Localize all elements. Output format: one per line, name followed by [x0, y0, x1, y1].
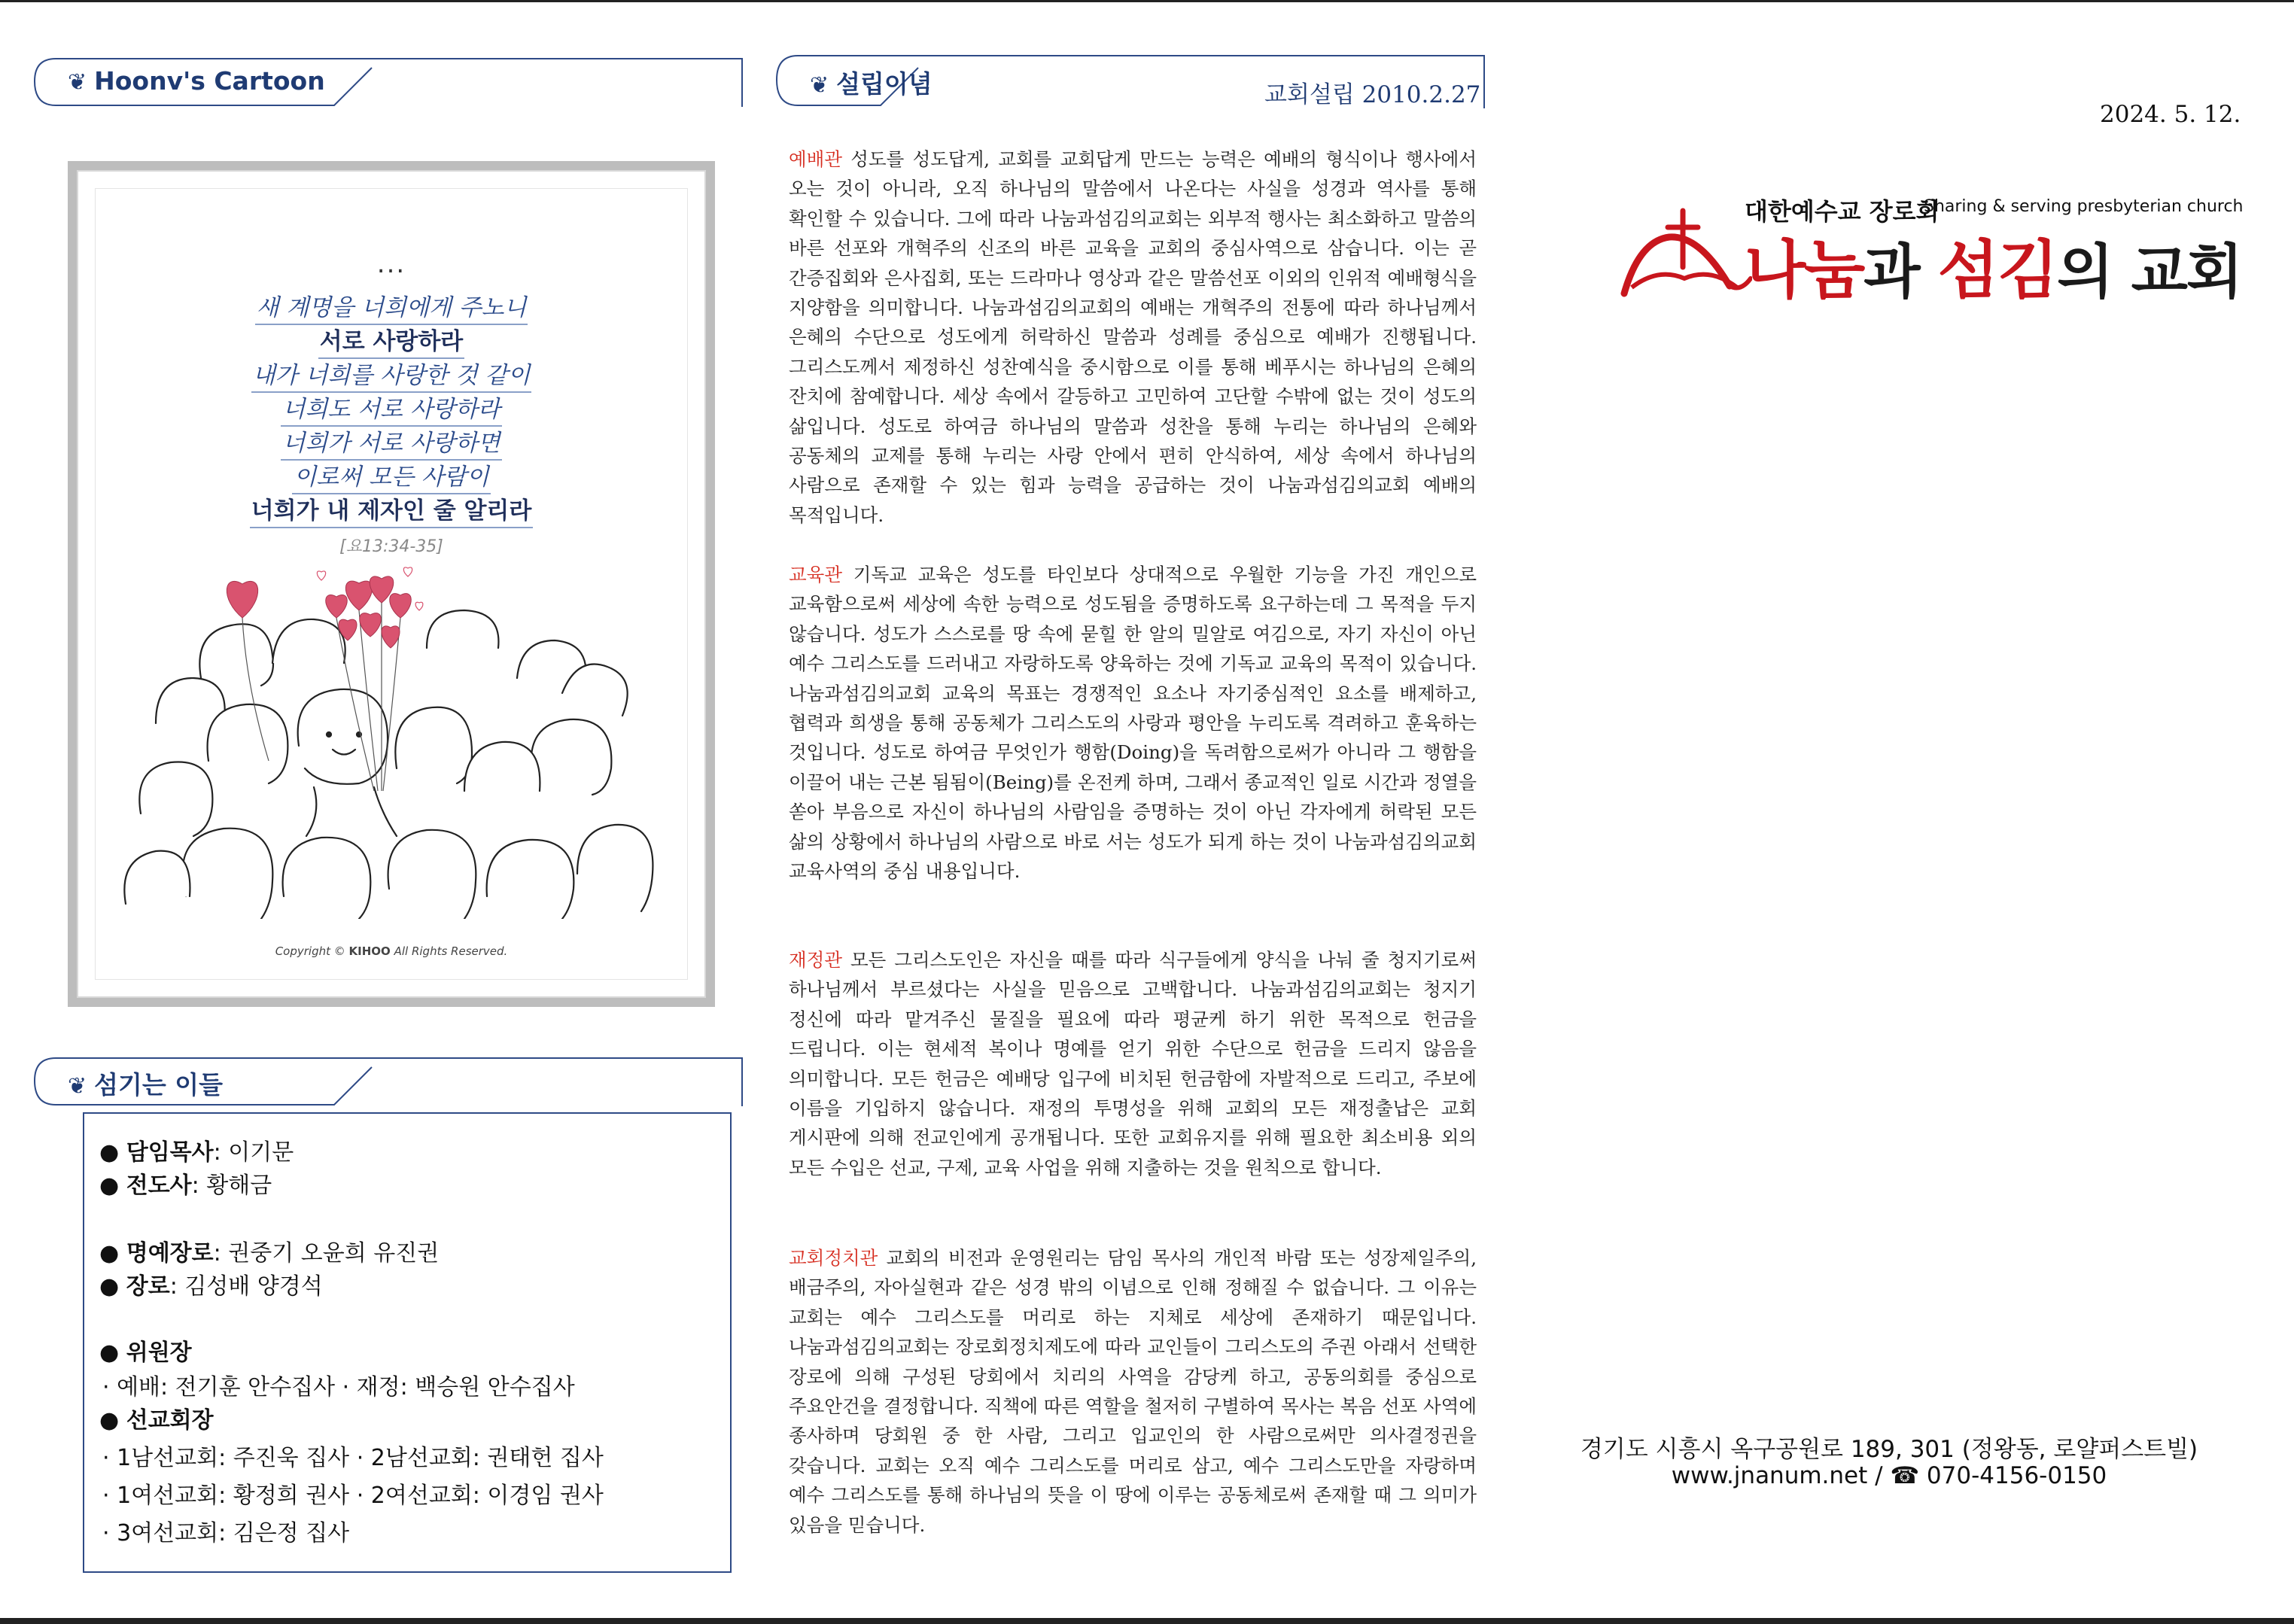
mission-heading: ● 선교회장	[99, 1407, 214, 1434]
governance-paragraph: 교회정치관 교회의 비전과 운영원리는 담임 목사의 개인적 바람 또는 성장제일주의, 배금주의, 자아실현과 같은 성경 밖의 이념으로 인해 정해질 수 없습니다. 그 이유는 교회는 예수 그리스도를 머리로 하는 지체로 세상에 존재하기 때문입니다. 나눔과섬김의교회는 장로회정치제도에 따라 교인들이 그리스도의 주권 아래서 선택한 장로에 의해 구성된 당회에서 치리의 사역을 감당케 하고, 공동의회를 중심으로 주요안건을 결정합니다. 직책에 따른 역할을 철저히 구별하여 목사는 복음 선포 사역에 종사하며 당회원 중 한 사람, 그리고 입교인의 한 사람으로써만 의사결정권을 갖습니다. 교회는 오직 예수 그리스도를 머리로 삼고, 예수 그리스도만을 자랑하며 예수 그리스도를 통해 하나님의 뜻을 이 땅에 이루는 공동체로써 존재할 때 그 의미가 있음을 믿습니다.	[789, 1247, 1477, 1536]
bible-cross-icon	[1617, 196, 1752, 301]
top-border	[0, 0, 2294, 2]
church-logo	[1617, 188, 2244, 309]
verse-line-4: 너희도 서로 사랑하라	[96, 390, 687, 424]
verse-line-7: 너희가 내 제자인 줄 알리라	[96, 491, 687, 525]
servants-section-header	[33, 1057, 748, 1108]
english-tagline: Sharing & serving presbyterian church	[1924, 197, 2244, 216]
verse-reference: [요13:34-35]	[339, 537, 443, 556]
church-address: 경기도 시흥시 옥구공원로 189, 301 (정왕동, 로얄퍼스트빌)	[1580, 1436, 2198, 1463]
founding-date: 교회설립 2010.2.27	[1264, 81, 1481, 108]
education-paragraph: 교육관 기독교 교육은 성도를 타인보다 상대적으로 우월한 기능을 가진 개인으로 교육함으로써 세상에 속한 능력으로 성도됨을 증명하도록 요구하는데 그 목적을 두지 않습니다. 성도가 스스로를 땅 속에 묻힐 한 알의 밀알로 여김으로, 자기 자신이 아닌 예수 그리스도를 드러내고 자랑하도록 양육하는 것에 기독교 교육의 목적이 있습니다. 나눔과섬김의교회 교육의 목표는 경쟁적인 요소나 자기중심적인 요소를 배제하고, 협력과 희생을 통해 공동체가 그리스도의 사랑과 평안을 누리도록 격려하고 훈육하는 것입니다. 성도로 하여금 무엇인가 행함(Doing)을 독려함으로써가 아니라 그 행함을 이끌어 내는 근본 됨됨이(Being)를 온전케 하며, 그래서 종교적인 일로 시간과 정열을 쏟아 부음으로 자신이 하나님의 사람임을 증명하는 것이 아닌 각자에게 허락된 모든 삶의 상황에서 하나님의 사람으로 바로 서는 성도가 되게 하는 것이 나눔과섬김의교회 교육사역의 중심 내용입니다.	[789, 564, 1477, 883]
mission-row-2: · 1여선교회: 황정희 권사 · 2여선교회: 이경임 권사	[102, 1483, 604, 1509]
cartoon-copyright: Copyright © KIHOO All Rights Reserved.	[275, 944, 508, 958]
issue-date: 2024. 5. 12.	[2100, 101, 2241, 128]
mission-row-3: · 3여선교회: 김은정 집사	[102, 1520, 350, 1546]
servants-box	[83, 1112, 732, 1573]
finance-paragraph: 재정관 모든 그리스도인은 자신을 때를 따라 식구들에게 양식을 나눠 줄 청지기로써 하나님께서 부르셨다는 사실을 믿음으로 고백합니다. 나눔과섬김의교회는 청지기 정신에 따라 맡겨주신 물질을 필요에 따라 평균케 하기 위한 목적으로 헌금을 드립니다. 이는 현세적 복이나 명예를 얻기 위한 수단으로 헌금을 드리지 않음을 의미합니다. 모든 헌금은 예배당 입구에 비치된 헌금함에 자발적으로 드리고, 주보에 이름을 기입하지 않습니다. 재정의 투명성을 위해 교회의 모든 재정출납은 교회 게시판에 의해 전교인에게 공개됩니다. 또한 교회유지를 위해 필요한 최소비용 외의 모든 수입은 선교, 구제, 교육 사업을 위해 지출하는 것을 원칙으로 합니다.	[789, 949, 1477, 1178]
verse-ellipsis: ...	[376, 249, 406, 279]
denomination-label: 대한예수교 장로회	[1745, 197, 1940, 226]
cartoon-section-header	[33, 57, 748, 108]
verse-line-5: 너희가 서로 사랑하면	[96, 424, 687, 458]
education-keyword: 교육관	[789, 564, 843, 585]
senior-pastor-row: ● 담임목사: 이기문	[99, 1139, 294, 1166]
emeritus-elder-row: ● 명예장로: 권중기 오윤희 유진권	[99, 1240, 440, 1267]
church-name: 나눔과 섬김의 교회	[1745, 233, 2242, 307]
governance-keyword: 교회정치관	[789, 1247, 878, 1269]
leaf-icon: ❦	[68, 1073, 87, 1099]
finance-keyword: 재정관	[789, 949, 843, 971]
worship-keyword: 예배관	[789, 148, 843, 170]
evangelist-row: ● 전도사: 황해금	[99, 1172, 272, 1199]
cartoon-artwork	[95, 188, 688, 980]
phone-icon: / ☎	[1867, 1462, 1927, 1489]
bottom-border	[0, 1618, 2294, 1624]
committee-heading: ● 위원장	[99, 1340, 192, 1366]
cartoon-frame	[68, 161, 715, 1007]
committee-row: · 예배: 전기훈 안수집사 · 재정: 백승원 안수집사	[102, 1374, 575, 1400]
verse-line-3: 내가 너희를 사랑한 것 같이	[96, 356, 687, 390]
phone-number: 070-4156-0150	[1926, 1462, 2107, 1489]
verse-line-1: 새 계명을 너희에게 주노니	[96, 288, 687, 322]
cartoon-panel	[77, 170, 706, 998]
church-contact	[1543, 1462, 2235, 1489]
leaf-icon: ❦	[810, 72, 829, 99]
mission-row-1: · 1남선교회: 주진욱 집사 · 2남선교회: 권태헌 집사	[102, 1445, 604, 1471]
founding-section-title: ❦ 설립이념	[810, 69, 933, 99]
verse-line-6: 이로써 모든 사람이	[96, 458, 687, 491]
worship-paragraph: 예배관 성도를 성도답게, 교회를 교회답게 만드는 능력은 예배의 형식이나 행사에서 오는 것이 아니라, 오직 하나님의 말씀에서 나온다는 사실을 성경과 역사를 통해 확인할 수 있습니다. 그에 따라 나눔과섬김의교회는 외부적 행사는 최소화하고 말씀의 바른 선포와 개혁주의 신조의 바른 교육을 교회의 중심사역으로 삼습니다. 이는 곧 간증집회와 은사집회, 또는 드라마나 영상과 같은 말씀선포 이외의 인위적 예배형식을 지양함을 의미합니다. 나눔과섬김의교회의 예배는 개혁주의 전통에 따라 하나님께서 은혜의 수단으로 성도에게 허락하신 말씀과 성례를 중심으로 예배가 진행됩니다. 그리스도께서 제정하신 성찬예식을 중시함으로 이를 통해 베푸시는 하나님의 은혜의 잔치에 참예합니다. 세상 속에서 갈등하고 고민하여 고단할 수밖에 없는 것이 성도의 삶입니다. 성도로 하여금 하나님의 말씀과 성찬을 통해 누리는 하나님의 은혜와 공동체의 교제를 통해 누리는 사랑 안에서 편히 안식하여, 세상 속에서 하나님의 사람으로 존재할 수 있는 힘과 능력을 공급하는 것이 나눔과섬김의교회 예배의 목적입니다.	[789, 148, 1477, 526]
website-link[interactable]: www.jnanum.net	[1671, 1462, 1868, 1489]
servants-section-title: ❦ 섬기는 이들	[68, 1070, 224, 1099]
verse-line-2: 서로 사랑하라	[96, 322, 687, 356]
cartoon-section-title: ❦ Hoonv's Cartoon	[68, 66, 325, 96]
crowd-illustration	[111, 565, 683, 919]
leaf-icon: ❦	[68, 69, 87, 96]
elder-row: ● 장로: 김성배 양경석	[99, 1273, 323, 1300]
